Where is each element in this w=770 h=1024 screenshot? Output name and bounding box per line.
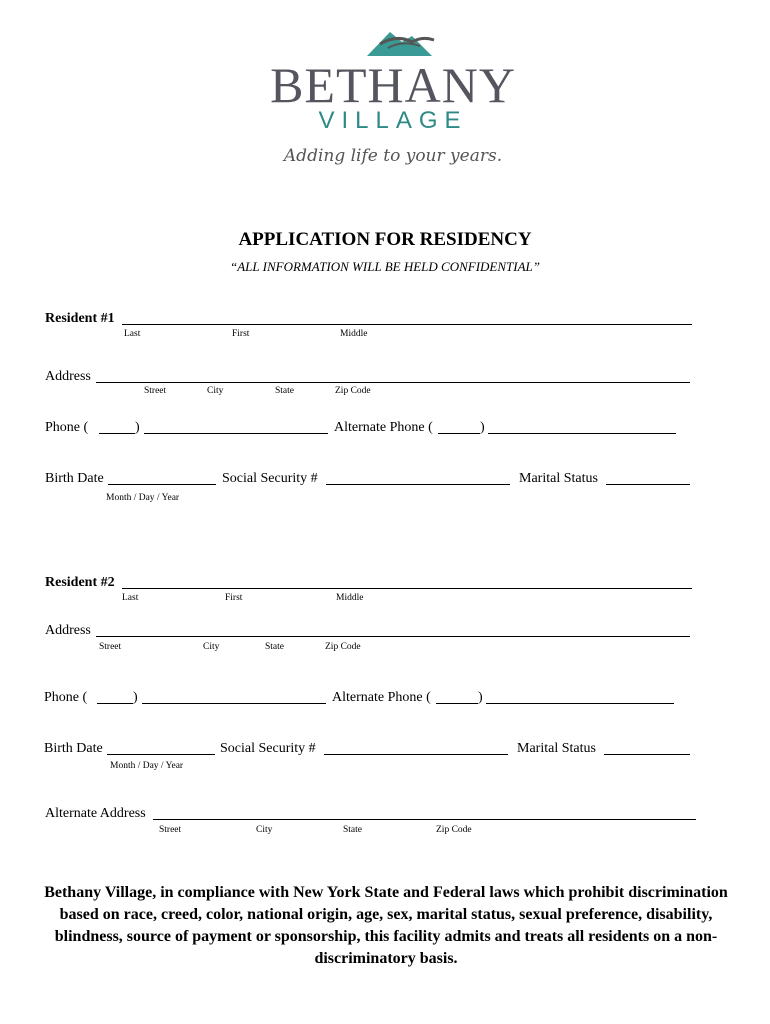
- resident2-name-field[interactable]: [122, 588, 692, 589]
- resident1-phone-label: Phone (: [45, 420, 89, 435]
- resident2-birth-label: Birth Date: [44, 741, 103, 756]
- resident1-address-label: Address: [45, 369, 91, 384]
- form-title: APPLICATION FOR RESIDENCY: [238, 229, 532, 250]
- resident1-zip-hint: Zip Code: [335, 386, 371, 396]
- resident2-marital-field[interactable]: [604, 754, 690, 755]
- nondiscrimination-statement: Bethany Village, in compliance with New York State and Federal laws which prohibit discrimination based on race, creed, color, national origin, age, sex, marital status, sexual preference, disability, blindness, source of payment or sponsorship, this facility admits and treats all residents on a non-discriminatory basis.: [44, 884, 728, 967]
- resident2-phone-field[interactable]: [142, 703, 326, 704]
- resident2-city-hint: City: [203, 642, 220, 652]
- resident1-marital-field[interactable]: [606, 484, 690, 485]
- resident1-birth-hint: Month / Day / Year: [106, 493, 180, 503]
- resident1-name-field[interactable]: [122, 324, 692, 325]
- alternate-state-hint: State: [343, 825, 362, 835]
- resident2-zip-hint: Zip Code: [325, 642, 361, 652]
- resident1-middle-hint: Middle: [340, 329, 368, 339]
- resident1-marital-label: Marital Status: [519, 471, 598, 486]
- resident2-street-hint: Street: [99, 642, 122, 652]
- alternate-address-label: Alternate Address: [45, 806, 146, 821]
- resident2-state-hint: State: [265, 642, 284, 652]
- bethany-village-logo: [262, 22, 532, 182]
- alternate-address-field[interactable]: [153, 819, 696, 820]
- logo-tagline: Adding life to your years.: [283, 146, 503, 166]
- resident1-phone-area-field[interactable]: [99, 433, 135, 434]
- resident2-phone-label: Phone (: [44, 690, 88, 705]
- resident1-birth-label: Birth Date: [45, 471, 104, 486]
- resident2-label: Resident #2: [45, 575, 115, 590]
- resident2-birth-hint: Month / Day / Year: [110, 761, 184, 771]
- resident2-address-label: Address: [45, 623, 91, 638]
- resident2-alt-phone-close: ): [478, 690, 483, 705]
- resident1-birth-field[interactable]: [108, 484, 216, 485]
- resident1-alt-phone-close: ): [480, 420, 485, 435]
- resident1-ssn-label: Social Security #: [222, 471, 318, 486]
- logo-wordmark: BETHANY: [270, 57, 516, 113]
- resident2-last-hint: Last: [122, 593, 139, 603]
- alternate-zip-hint: Zip Code: [436, 825, 472, 835]
- resident1-street-hint: Street: [144, 386, 167, 396]
- resident1-ssn-field[interactable]: [326, 484, 510, 485]
- logo-submark: VILLAGE: [318, 107, 468, 134]
- resident2-birth-field[interactable]: [107, 754, 215, 755]
- resident2-middle-hint: Middle: [336, 593, 364, 603]
- resident1-city-hint: City: [207, 386, 224, 396]
- resident2-phone-close: ): [133, 690, 138, 705]
- resident1-address-field[interactable]: [96, 382, 690, 383]
- resident1-state-hint: State: [275, 386, 294, 396]
- resident2-alt-phone-label: Alternate Phone (: [332, 690, 431, 705]
- alternate-street-hint: Street: [159, 825, 182, 835]
- resident2-ssn-label: Social Security #: [220, 741, 316, 756]
- resident1-label: Resident #1: [45, 311, 115, 326]
- resident1-phone-close: ): [135, 420, 140, 435]
- resident2-address-field[interactable]: [96, 636, 690, 637]
- resident2-marital-label: Marital Status: [517, 741, 596, 756]
- resident1-last-hint: Last: [124, 329, 141, 339]
- mountain-bird-icon: [262, 22, 532, 62]
- resident1-alt-phone-label: Alternate Phone (: [334, 420, 433, 435]
- resident2-alt-phone-area-field[interactable]: [436, 703, 478, 704]
- resident1-alt-phone-area-field[interactable]: [438, 433, 480, 434]
- resident1-phone-field[interactable]: [144, 433, 328, 434]
- resident1-alt-phone-field[interactable]: [488, 433, 676, 434]
- resident1-first-hint: First: [232, 329, 250, 339]
- resident2-alt-phone-field[interactable]: [486, 703, 674, 704]
- resident2-first-hint: First: [225, 593, 243, 603]
- alternate-city-hint: City: [256, 825, 273, 835]
- form-subtitle: “ALL INFORMATION WILL BE HELD CONFIDENTIAL”: [230, 259, 540, 274]
- resident2-ssn-field[interactable]: [324, 754, 508, 755]
- resident2-phone-area-field[interactable]: [97, 703, 133, 704]
